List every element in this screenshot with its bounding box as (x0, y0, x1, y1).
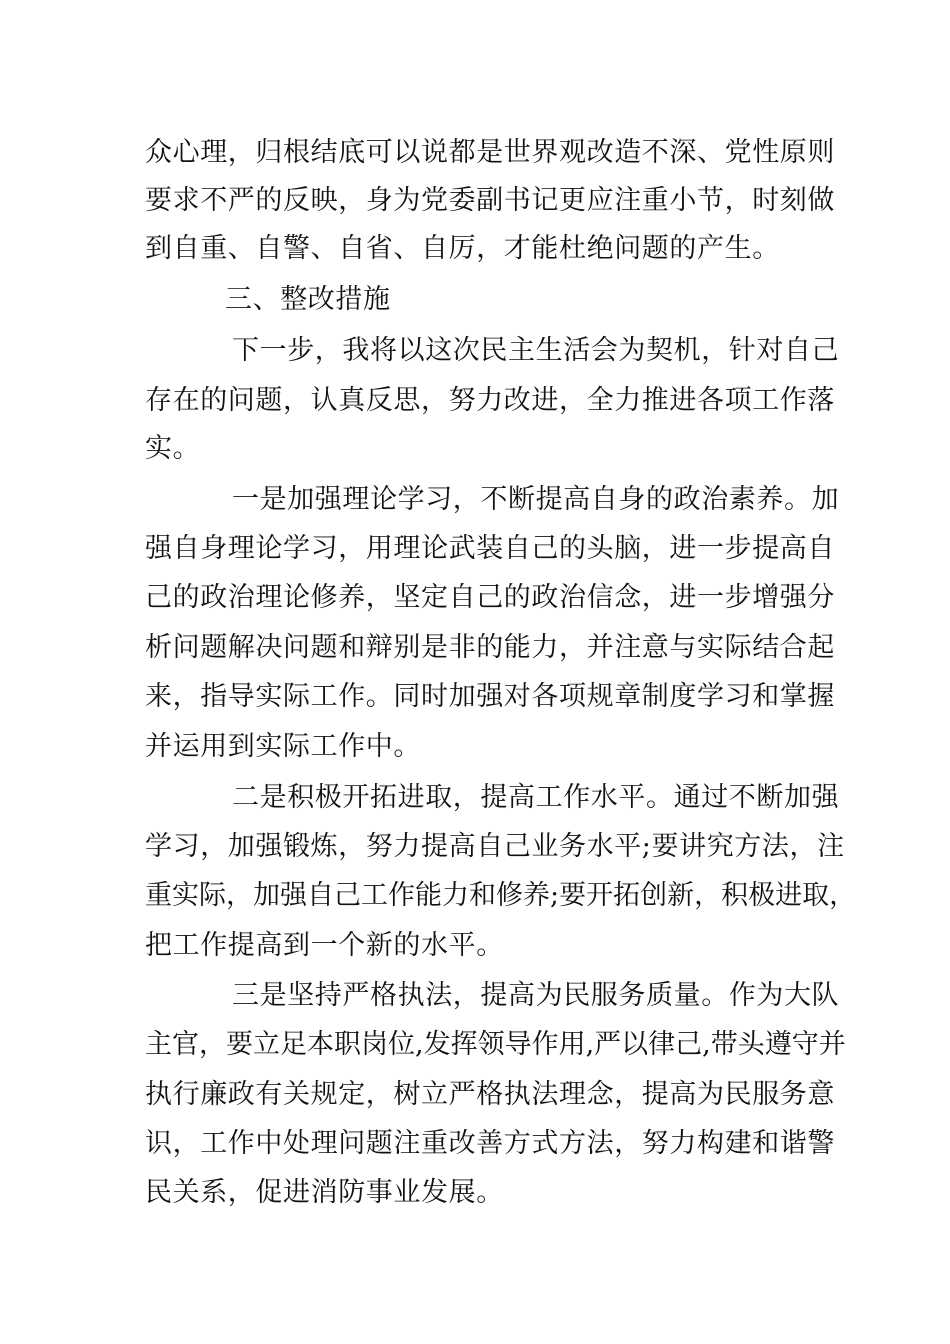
paragraph-line: 存在的问题，认真反思，努力改进，全力推进各项工作落 (145, 385, 835, 416)
paragraph-line: 到自重、自警、自省、自厉，才能杜绝问题的产生。 (145, 233, 780, 264)
paragraph-line: 三是坚持严格执法，提高为民服务质量。作为大队 (232, 980, 840, 1011)
paragraph-line: 把工作提高到一个新的水平。 (145, 930, 504, 961)
section-heading: 三、整改措施 (225, 284, 391, 315)
paragraph-line: 执行廉政有关规定，树立严格执法理念，提高为民服务意 (145, 1079, 835, 1110)
paragraph-line: 民关系，促进消防事业发展。 (145, 1177, 504, 1208)
paragraph-line: 众心理，归根结底可以说都是世界观改造不深、党性原则 (145, 137, 835, 168)
paragraph-line: 下一步，我将以这次民主生活会为契机，针对自己 (232, 335, 840, 366)
paragraph-line: 二是积极开拓进取，提高工作水平。通过不断加强 (232, 782, 840, 813)
paragraph-line: 主官，要立足本职岗位,发挥领导作用,严以律己,带头遵守并 (145, 1029, 846, 1060)
paragraph-line: 要求不严的反映，身为党委副书记更应注重小节，时刻做 (145, 185, 835, 216)
paragraph-line: 强自身理论学习，用理论武装自己的头脑，进一步提高自 (145, 533, 835, 564)
paragraph-line: 识，工作中处理问题注重改善方式方法，努力构建和谐警 (145, 1128, 835, 1159)
paragraph-line: 实。 (145, 433, 201, 464)
paragraph-line: 学习，加强锻炼，努力提高自己业务水平;要讲究方法，注 (145, 831, 845, 862)
paragraph-line: 一是加强理论学习，不断提高自身的政治素养。加 (232, 484, 840, 515)
paragraph-line: 并运用到实际工作中。 (145, 731, 421, 762)
paragraph-line: 己的政治理论修养，坚定自己的政治信念，进一步增强分 (145, 582, 835, 613)
paragraph-line: 来，指导实际工作。同时加强对各项规章制度学习和掌握 (145, 681, 835, 712)
paragraph-line: 析问题解决问题和辩别是非的能力，并注意与实际结合起 (145, 632, 835, 663)
paragraph-line: 重实际，加强自己工作能力和修养;要开拓创新，积极进取， (145, 880, 857, 911)
